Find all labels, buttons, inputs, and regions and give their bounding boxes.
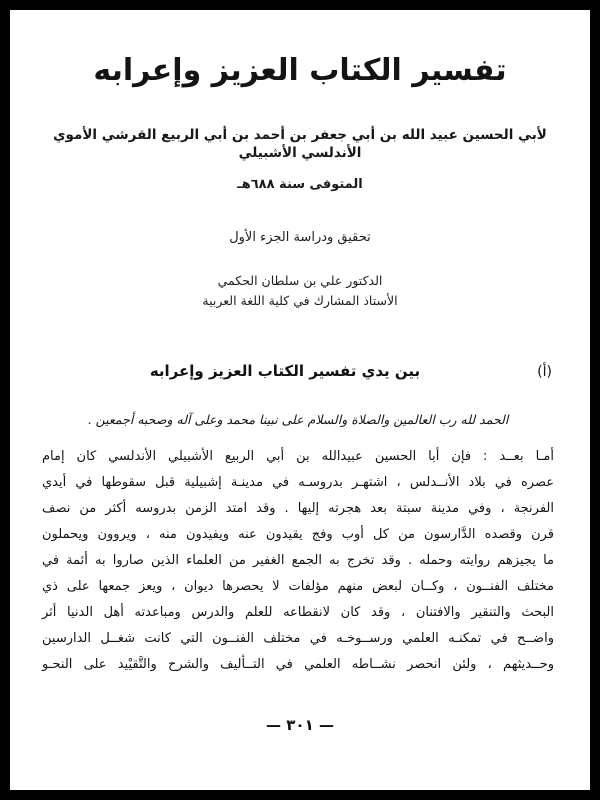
body-line: عصره في بلاد الأنــدلس ، اشتهـر بدروسـه في مدينـة إشبيلية قبل سقوطها في أيدي — [42, 475, 554, 491]
body-line: مختلف الفنــون ، وكــان لبعض منهم مؤلفات لا يحصرها ديوان ، ويعز جمعها على ذي — [42, 579, 554, 595]
body-line: وحــديثهم ، ولئن انحصر نشــاطه العلمي في التــأليف والشرح والتَّقيْيد على النحـو — [42, 657, 554, 673]
body-line: الفرنجة ، وفي مدينة سبتة بعد هجرته إليها . وقد امتد الزمن بدروسه أكثر من نصف — [42, 501, 554, 517]
editor-name: الدكتور علي بن سلطان الحكمي — [217, 273, 383, 289]
body-line: أمـا بعــد : فإن أبا الحسين عبيدالله بن أبي الربيع الأشبيلي الأندلسي كان إمام — [42, 449, 554, 465]
body-line: ما يجيزهم روايته وحمله . وقد تخرج به الجمع الغفير من العلماء الذين صاروا به أئمة في — [42, 553, 554, 569]
author-attribution: لأبي الحسين عبيد الله بن أبي جعفر بن أحمد بن أبي الربيع القرشي الأموي الأندلسي الأشبيلي — [53, 126, 547, 162]
praise-formula: الحمد لله رب العالمين والصلاة والسلام على نبينا محمد وعلى آله وصحبه أجمعين . — [87, 412, 509, 428]
body-line: قرن وقصده الدَّارسون من كل أوب وفج يقيدون عنه ويفيدون منه ، ويروون ويحملون — [42, 527, 554, 543]
section-heading-row — [10, 362, 590, 380]
section-marker: (أ) — [537, 364, 552, 381]
section-title: بين يدي تفسير الكتاب العزيز وإعرابه — [149, 362, 421, 381]
book-title: تفسير الكتاب العزيز وإعرابه — [93, 53, 507, 88]
body-text — [10, 444, 590, 678]
page-number: — ٣٠١ — — [266, 716, 334, 734]
title-block — [10, 10, 590, 310]
edition-statement: تحقيق ودراسة الجزء الأول — [229, 230, 371, 246]
scanned-page — [10, 10, 590, 790]
author-death-date: المتوفى سنة ٦٨٨هـ — [237, 177, 363, 193]
editor-role: الأستاذ المشارك في كلية اللغة العربية — [202, 292, 398, 308]
body-line: البحث والتنقير والافتنان ، وقد كان لانقطاعه للعلم والدرس ومباعدته أهل الدنيا أثر — [42, 605, 554, 621]
body-line: واضــح في تمكنـه العلمي ورســوخـه في مختلف الفنــون التي كانت شغــل الدارسين — [42, 631, 554, 647]
